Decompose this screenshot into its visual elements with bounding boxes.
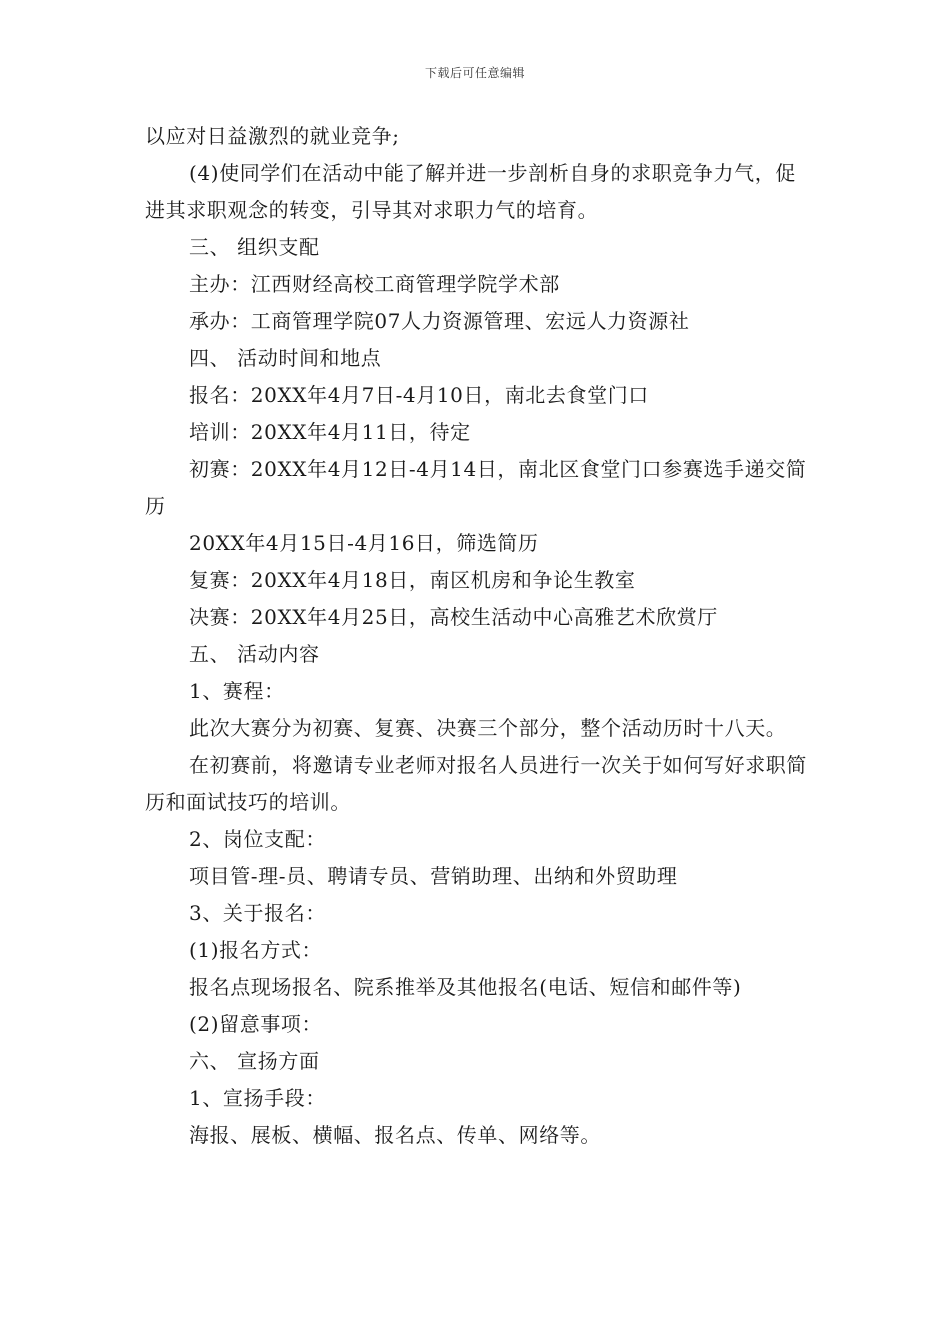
paragraph: (2)留意事项： [189, 1012, 323, 1036]
subsection-heading: 3、关于报名： [189, 901, 326, 925]
subsection-heading: 1、赛程： [189, 679, 285, 703]
paragraph: 海报、展板、横幅、报名点、传单、网络等。 [189, 1123, 601, 1147]
page-header-note: 下载后可任意编辑 [424, 66, 525, 80]
paragraph: 承办：工商管理学院07人力资源管理、宏远人力资源社 [189, 309, 690, 333]
paragraph: (1)报名方式： [189, 938, 323, 962]
paragraph: 初赛：20XX年4月12日-4月14日，南北区食堂门口参赛选手递交简历 [145, 457, 807, 518]
paragraph: 在初赛前，将邀请专业老师对报名人员进行一次关于如何写好求职简历和面试技巧的培训。 [145, 753, 807, 814]
paragraph: 报名点现场报名、院系推举及其他报名(电话、短信和邮件等) [189, 975, 742, 999]
section-heading: 六、 宣扬方面 [189, 1049, 320, 1073]
paragraph: (4)使同学们在活动中能了解并进一步剖析自身的求职竞争力气，促进其求职观念的转变，引导其对求职力气的培育。 [145, 161, 796, 222]
paragraph: 此次大赛分为初赛、复赛、决赛三个部分，整个活动历时十八天。 [189, 716, 787, 740]
paragraph: 报名：20XX年4月7日-4月10日，南北去食堂门口 [189, 383, 649, 407]
subsection-heading: 1、宣扬手段： [189, 1086, 326, 1110]
paragraph: 主办：江西财经高校工商管理学院学术部 [189, 272, 560, 296]
paragraph: 复赛：20XX年4月18日，南区机房和争论生教室 [189, 568, 636, 592]
paragraph: 20XX年4月15日-4月16日，筛选简历 [189, 531, 539, 555]
section-heading: 四、 活动时间和地点 [189, 346, 382, 370]
section-heading: 三、 组织支配 [189, 235, 320, 259]
paragraph: 决赛：20XX年4月25日，高校生活动中心高雅艺术欣赏厅 [189, 605, 718, 629]
paragraph: 以应对日益激烈的就业竞争; [145, 124, 400, 148]
paragraph: 培训：20XX年4月11日，待定 [189, 420, 471, 444]
subsection-heading: 2、岗位支配： [189, 827, 326, 851]
section-heading: 五、 活动内容 [189, 642, 320, 666]
paragraph: 项目管-理-员、聘请专员、营销助理、出纳和外贸助理 [189, 864, 678, 888]
document-body [145, 118, 813, 1154]
